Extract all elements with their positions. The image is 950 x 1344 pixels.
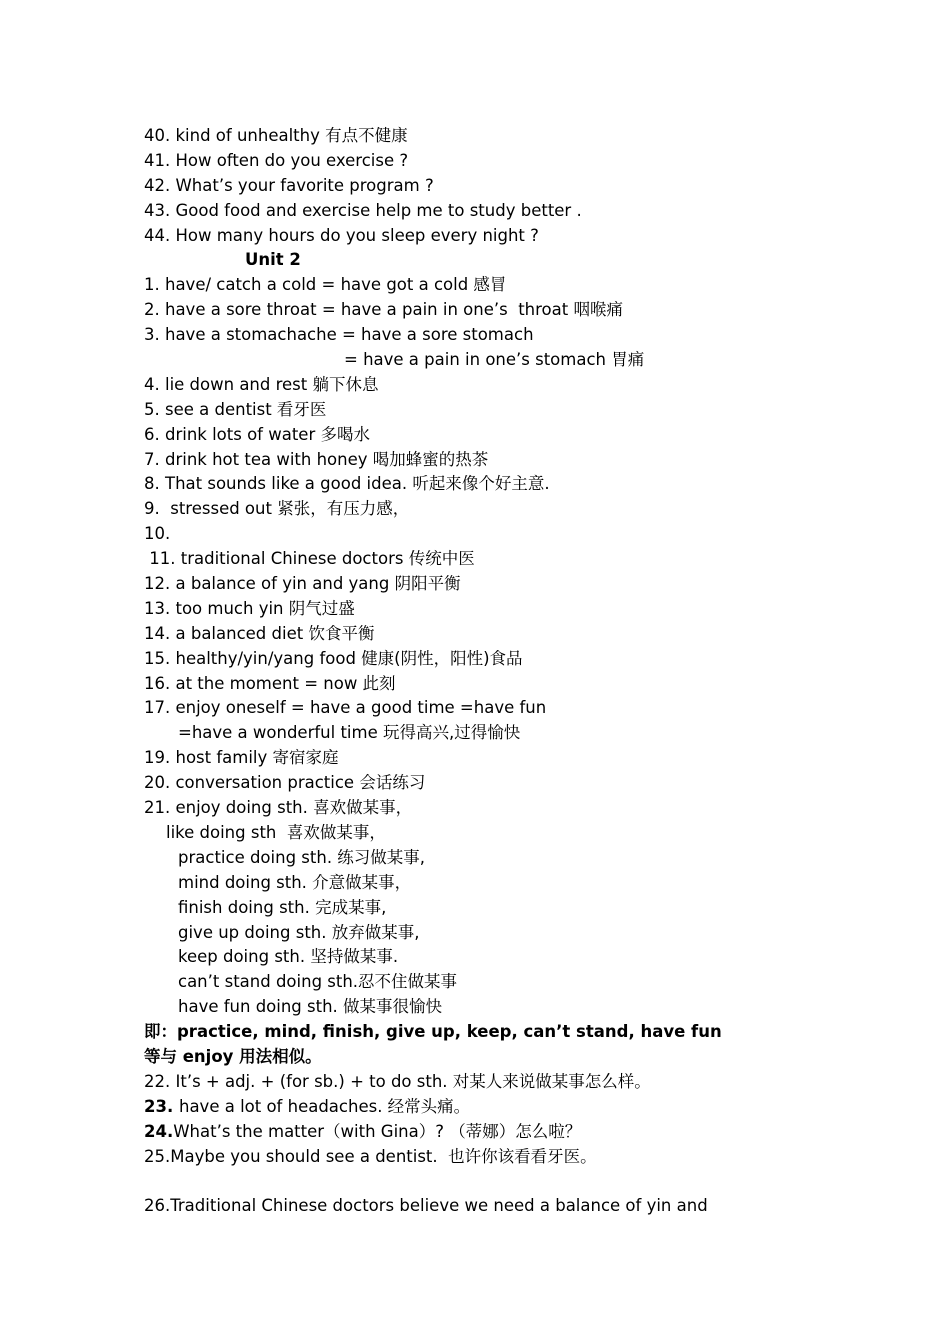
- text-line: [144, 472, 924, 497]
- text-line: [144, 846, 924, 871]
- text-line: [144, 1145, 924, 1170]
- line-text: 44. How many hours do you sleep every night ?: [144, 225, 539, 245]
- line-text: 4. lie down and rest 躺下休息: [144, 374, 379, 394]
- text-line: [144, 398, 924, 423]
- text-line: [144, 921, 924, 946]
- line-text: like doing sth 喜欢做某事，: [166, 822, 386, 842]
- text-line: [144, 522, 924, 547]
- text-line: [144, 323, 924, 348]
- text-line: [144, 149, 924, 174]
- line-text: 41. How often do you exercise ?: [144, 150, 409, 170]
- line-text: 17. enjoy oneself = have a good time =have fun: [144, 698, 547, 718]
- line-text: give up doing sth. 放弃做某事,: [178, 922, 420, 942]
- text-line: [144, 796, 924, 821]
- text-line: [144, 199, 924, 224]
- line-text: 16. at the moment = now 此刻: [144, 673, 396, 693]
- line-text: Unit 2: [245, 250, 301, 270]
- line-text: 11. traditional Chinese doctors 传统中医: [144, 549, 475, 569]
- document-body: [144, 124, 924, 1219]
- line-text: practice doing sth. 练习做某事,: [178, 847, 426, 867]
- line-text: 40. kind of unhealthy 有点不健康: [144, 126, 408, 145]
- line-text: 21. enjoy doing sth. 喜欢做某事，: [144, 798, 413, 818]
- line-text: 2. have a sore throat = have a pain in one’s throat 咽喉痛: [144, 300, 623, 320]
- line-text: 等与 enjoy 用法相似。: [144, 1046, 322, 1066]
- line-text: 3. have a stomachache = have a sore stomach: [144, 325, 534, 345]
- text-line: [144, 298, 924, 323]
- item-number: 23.: [144, 1096, 179, 1116]
- line-text: finish doing sth. 完成某事,: [178, 897, 387, 917]
- text-line: [144, 622, 924, 647]
- text-line: [144, 995, 924, 1020]
- line-text: 即：practice, mind, finish, give up, keep, can’t stand, have fun: [144, 1022, 722, 1042]
- line-text: 1. have/ catch a cold = have got a cold 感冒: [144, 275, 507, 295]
- text-line: [144, 597, 924, 622]
- text-line: [144, 1194, 924, 1219]
- text-line: [144, 1020, 924, 1045]
- text-line: [144, 547, 924, 572]
- text-line: [144, 672, 924, 697]
- text-line: [144, 273, 924, 298]
- line-text: 6. drink lots of water 多喝水: [144, 424, 370, 444]
- text-line: [144, 721, 924, 746]
- line-text: 43. Good food and exercise help me to study better .: [144, 200, 582, 220]
- line-text: 14. a balanced diet 饮食平衡: [144, 623, 375, 643]
- blank-line: [144, 1169, 924, 1194]
- line-text: mind doing sth. 介意做某事，: [178, 872, 412, 892]
- item-number: 24.: [144, 1121, 174, 1141]
- text-line: [144, 696, 924, 721]
- text-line: [144, 373, 924, 398]
- line-text: 13. too much yin 阴气过盛: [144, 598, 355, 618]
- text-line: [144, 945, 924, 970]
- text-line: [144, 224, 924, 249]
- text-line: [144, 448, 924, 473]
- line-text: keep doing sth. 坚持做某事.: [178, 947, 399, 967]
- line-text: What’s the matter（with Gina）? （蒂娜）怎么啦？: [173, 1121, 582, 1141]
- line-text: 8. That sounds like a good idea. 听起来像个好主意.: [144, 474, 550, 494]
- line-text: 12. a balance of yin and yang 阴阳平衡: [144, 574, 461, 594]
- text-line: [144, 647, 924, 672]
- text-line: [144, 497, 924, 522]
- text-line: [144, 348, 924, 373]
- line-text: = have a pain in one’s stomach 胃痛: [344, 350, 645, 370]
- text-line: [144, 248, 924, 273]
- text-line: [144, 423, 924, 448]
- line-text: 42. What’s your favorite program ?: [144, 175, 434, 195]
- text-line: [144, 896, 924, 921]
- line-text: 19. host family 寄宿家庭: [144, 748, 339, 768]
- line-text: 5. see a dentist 看牙医: [144, 399, 327, 419]
- text-line: [144, 871, 924, 896]
- text-line: [144, 1095, 924, 1120]
- line-text: 22. It’s + adj. + (for sb.) + to do sth. 对某人来说做某事怎么样。: [144, 1071, 651, 1091]
- text-line: [144, 1070, 924, 1095]
- text-line: [144, 1120, 924, 1145]
- text-line: [144, 771, 924, 796]
- text-line: [144, 572, 924, 597]
- text-line: [144, 174, 924, 199]
- line-text: 9. stressed out 紧张，有压力感，: [144, 499, 410, 519]
- line-text: have a lot of headaches. 经常头痛。: [178, 1096, 471, 1116]
- line-text: 10.: [144, 524, 171, 544]
- text-line: [144, 1045, 924, 1070]
- line-text: 20. conversation practice 会话练习: [144, 773, 426, 793]
- line-text: 15. healthy/yin/yang food 健康(阴性，阳性)食品: [144, 648, 523, 668]
- line-text: 26.Traditional Chinese doctors believe we need a balance of yin and: [144, 1196, 708, 1216]
- line-text: =have a wonderful time 玩得高兴,过得愉快: [178, 723, 521, 743]
- text-line: [144, 746, 924, 771]
- text-line: [144, 821, 924, 846]
- line-text: 25.Maybe you should see a dentist. 也许你该看看牙医。: [144, 1146, 597, 1166]
- line-text: can’t stand doing sth.忍不住做某事: [178, 972, 458, 992]
- text-line: [144, 124, 924, 149]
- line-text: 7. drink hot tea with honey 喝加蜂蜜的热茶: [144, 449, 489, 469]
- text-line: [144, 970, 924, 995]
- line-text: have fun doing sth. 做某事很愉快: [178, 997, 443, 1017]
